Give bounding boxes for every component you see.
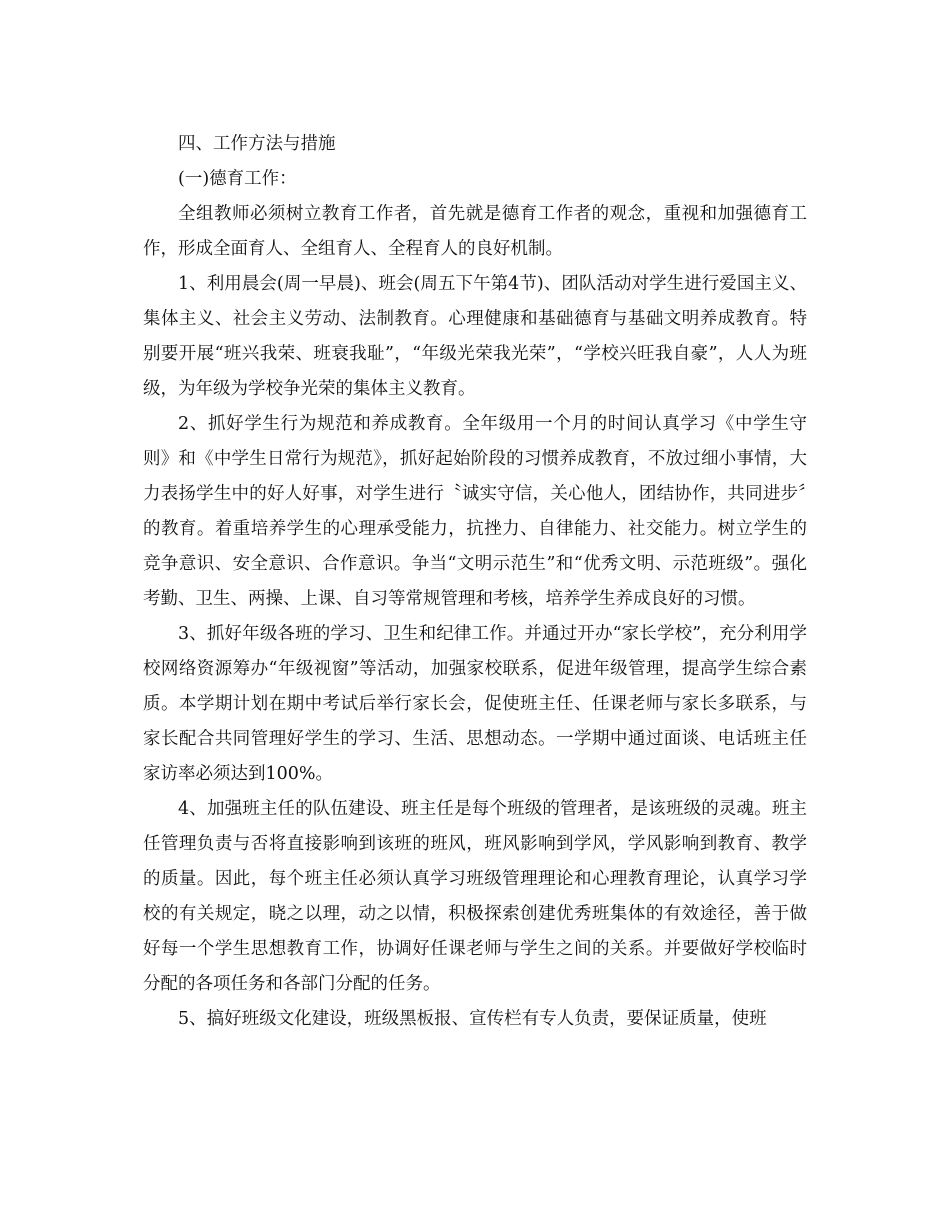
paragraph-item-3: 3、抓好年级各班的学习、卫生和纪律工作。并通过开办“家长学校”，充分利用学校网络资源筹办“年级视窗”等活动，加强家校联系，促进年级管理，提高学生综合素质。本学期计划在期中考试后举行家长会，促使班主任、任课老师与家长多联系，与家长配合共同管理好学生的学习、生活、思想动态。一学期中通过面谈、电话班主任家访率必须达到100%。 <box>143 624 807 784</box>
paragraph-item-4: 4、加强班主任的队伍建设、班主任是每个班级的管理者，是该班级的灵魂。班主任管理负责与否将直接影响到该班的班风，班风影响到学风，学风影响到教育、教学的质量。因此，每个班主任必须认真学习班级管理理论和心理教育理论，认真学习学校的有关规定，晓之以理，动之以情，积极探索创建优秀班集体的有效途径，善于做好每一个学生思想教育工作，协调好任课老师与学生之间的关系。并要做好学校临时分配的各项任务和各部门分配的任务。 <box>143 799 807 994</box>
document-page <box>143 127 807 1037</box>
sub-heading: (一)德育工作： <box>178 169 297 189</box>
paragraph-item-2: 2、抓好学生行为规范和养成教育。全年级用一个月的时间认真学习《中学生守则》和《中学生日常行为规范》，抓好起始阶段的习惯养成教育，不放过细小事情，大力表扬学生中的好人好事，对学生进行〝诚实守信，关心他人，团结协作，共同进步〞的教育。着重培养学生的心理承受能力，抗挫力、自律能力、社交能力。树立学生的竞争意识、安全意识、合作意识。争当“文明示范生”和“优秀文明、示范班级”。强化考勤、卫生、两操、上课、自习等常规管理和考核，培养学生养成良好的习惯。 <box>143 414 807 609</box>
paragraph-intro: 全组教师必须树立教育工作者，首先就是德育工作者的观念，重视和加强德育工作，形成全面育人、全组育人、全程育人的良好机制。 <box>143 204 807 259</box>
paragraph-item-1: 1、利用晨会(周一早晨)、班会(周五下午第4节)、团队活动对学生进行爱国主义、集体主义、社会主义劳动、法制教育。心理健康和基础德育与基础文明养成教育。特别要开展“班兴我荣、班衰我耻”，“年级光荣我光荣”，“学校兴旺我自豪”，人人为班级，为年级为学校争光荣的集体主义教育。 <box>143 274 807 399</box>
section-heading: 四、工作方法与措施 <box>178 134 336 154</box>
paragraph-item-5: 5、搞好班级文化建设，班级黑板报、宣传栏有专人负责，要保证质量，使班 <box>178 1009 767 1029</box>
